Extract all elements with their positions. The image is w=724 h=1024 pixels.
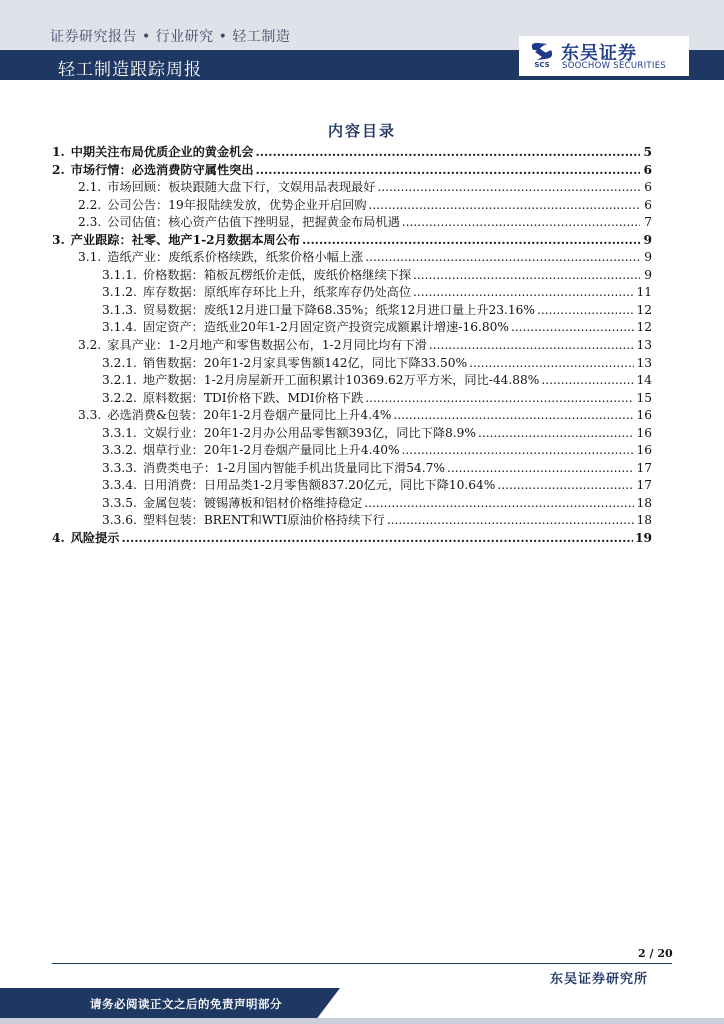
toc-entry-number: 3.3.: [78, 408, 102, 423]
toc-entry-page: 14: [636, 373, 652, 388]
toc-entry-number: 3.3.5.: [102, 495, 137, 510]
toc-entry-page: 18: [636, 513, 652, 528]
toc-entry-title: 固定资产：造纸业20年1-2月固定资产投资完成额累计增速-16.80%: [142, 320, 509, 335]
toc-entry[interactable]: [52, 144, 652, 162]
toc-entry-page: 6: [643, 162, 652, 177]
company-logo: [519, 36, 689, 76]
toc-dot-leader: [511, 319, 635, 337]
toc-entry-number: 3.3.1.: [102, 425, 137, 440]
toc-entry[interactable]: [52, 442, 652, 460]
toc-entry-title: 风险提示: [70, 531, 120, 546]
toc-entry-page: 9: [644, 250, 652, 265]
toc-dot-leader: [256, 162, 640, 180]
toc-entry-number: 2.2.: [78, 197, 102, 212]
toc-entry-number: 1.: [52, 145, 65, 159]
toc-entry-title: 必选消费&包装：20年1-2月卷烟产量同比上升4.4%: [107, 408, 392, 423]
toc-dot-leader: [393, 407, 634, 425]
toc-entry[interactable]: [52, 284, 652, 302]
toc-dot-leader: [478, 425, 634, 443]
toc-entry-page: 6: [644, 180, 652, 195]
toc-entry-title: 中期关注布局优质企业的黄金机会: [70, 145, 254, 159]
toc-dot-leader: [302, 232, 640, 250]
logo-mark-text: SCS: [534, 61, 550, 69]
toc-entry[interactable]: [52, 249, 652, 267]
disclaimer-text: 请务必阅读正文之后的免责声明部分: [90, 997, 282, 1011]
footer-divider: [52, 963, 672, 964]
toc-entry-title: 销售数据：20年1-2月家具零售额142亿，同比下降33.50%: [142, 355, 468, 370]
toc-entry[interactable]: [52, 477, 652, 495]
toc-entry-page: 16: [636, 408, 652, 423]
toc-dot-leader: [413, 284, 634, 302]
toc-entry-number: 3.1.4.: [102, 320, 137, 335]
toc-dot-leader: [402, 442, 635, 460]
toc-entry-title: 公司估值：核心资产估值下挫明显，把握黄金布局机遇: [107, 215, 400, 230]
institute-name: 东吴证券研究所: [550, 972, 649, 987]
toc-entry-number: 3.2.1.: [102, 373, 137, 388]
toc-entry[interactable]: [52, 390, 652, 408]
toc-entry-title: 产业跟踪：社零、地产1-2月数据本周公布: [70, 232, 300, 247]
toc-entry-page: 16: [636, 425, 652, 440]
toc-entry-page: 11: [636, 285, 652, 300]
toc-entry-title: 公司公告：19年报陆续发放，优势企业开启回购: [107, 197, 367, 212]
toc-entry-number: 4.: [52, 531, 65, 546]
breadcrumb: 证券研究报告 • 行业研究 • 轻工制造: [50, 29, 291, 45]
toc-entry[interactable]: [52, 337, 652, 355]
toc-dot-leader: [541, 372, 634, 390]
toc-entry-number: 3.3.4.: [102, 478, 137, 493]
toc-heading: 内容目录: [327, 122, 396, 140]
toc-entry[interactable]: [52, 214, 652, 232]
toc-entry-title: 烟草行业：20年1-2月卷烟产量同比上升4.40%: [142, 443, 400, 458]
toc-entry-number: 3.2.2.: [102, 390, 137, 405]
toc-entry-title: 家具产业：1-2月地产和零售数据公布，1-2月同比均有下滑: [107, 338, 427, 353]
toc-dot-leader: [369, 197, 640, 215]
toc-entry-title: 原料数据：TDI价格下跌、MDI价格下跌: [142, 390, 364, 405]
toc-entry-title: 造纸产业：废纸系价格续跌，纸浆价格小幅上涨: [107, 250, 364, 265]
toc-entry-page: 7: [644, 215, 652, 230]
footer-band-light: [0, 1018, 724, 1024]
toc-entry-title: 市场行情：必选消费防守属性突出: [70, 162, 254, 177]
toc-entry[interactable]: [52, 530, 652, 548]
toc-entry-page: 19: [635, 531, 652, 546]
toc-dot-leader: [121, 530, 633, 548]
toc-entry-number: 3.1.: [78, 250, 102, 265]
toc-dot-leader: [256, 144, 640, 162]
toc-entry-page: 9: [644, 267, 652, 282]
logo-name-cn: 东吴证券: [561, 43, 637, 64]
toc-entry-number: 3.1.3.: [102, 302, 137, 317]
toc-entry[interactable]: [52, 267, 652, 285]
toc-entry[interactable]: [52, 197, 652, 215]
toc-entry[interactable]: [52, 495, 652, 513]
toc-dot-leader: [365, 249, 640, 267]
toc-dot-leader: [497, 477, 634, 495]
toc-dot-leader: [447, 460, 635, 478]
toc-entry[interactable]: [52, 460, 652, 478]
toc-entry[interactable]: [52, 512, 652, 530]
toc-dot-leader: [364, 495, 634, 513]
toc-entry-title: 文娱行业：20年1-2月办公用品零售额393亿，同比下降8.9%: [142, 425, 476, 440]
toc-entry-title: 日用消费：日用品类1-2月零售额837.20亿元，同比下降10.64%: [142, 478, 496, 493]
toc-entry-page: 12: [636, 302, 652, 317]
toc-entry-page: 16: [636, 443, 652, 458]
logo-name-en: SOOCHOW SECURITIES: [562, 61, 667, 71]
toc-entry-page: 12: [636, 320, 652, 335]
toc-entry-title: 贸易数据：废纸12月进口量下降68.35%；纸浆12月进口量上升23.16%: [142, 302, 535, 317]
toc-entry-title: 市场回顾：板块跟随大盘下行，文娱用品表现最好: [107, 180, 376, 195]
toc-dot-leader: [413, 267, 640, 285]
toc-entry-title: 地产数据：1-2月房屋新开工面积累计10369.62万平方米，同比-44.88%: [142, 373, 540, 388]
toc-entry[interactable]: [52, 372, 652, 390]
toc-entry[interactable]: [52, 302, 652, 320]
toc-entry-page: 17: [636, 460, 652, 475]
toc-entry-title: 价格数据：箱板瓦楞纸价走低，废纸价格继续下探: [142, 267, 412, 282]
toc-entry-title: 库存数据：原纸库存环比上升，纸浆库存仍处高位: [142, 285, 412, 300]
toc-dot-leader: [469, 355, 634, 373]
toc-dot-leader: [537, 302, 635, 320]
toc-entry[interactable]: [52, 162, 652, 180]
toc-dot-leader: [387, 512, 635, 530]
toc-entry-page: 6: [644, 197, 652, 212]
toc-entry-number: 3.3.2.: [102, 443, 137, 458]
toc-entry[interactable]: [52, 425, 652, 443]
page-number: 2 / 20: [638, 947, 673, 960]
toc-dot-leader: [402, 214, 640, 232]
toc-entry-page: 15: [636, 390, 652, 405]
toc-entry[interactable]: [52, 407, 652, 425]
toc-entry[interactable]: [52, 319, 652, 337]
toc-entry-title: 塑料包装：BRENT和WTI原油价格持续下行: [142, 513, 385, 528]
toc-entry-page: 5: [643, 145, 652, 159]
report-title: 轻工制造跟踪周报: [58, 60, 202, 80]
toc-entry-number: 3.2.1.: [102, 355, 137, 370]
toc-dot-leader: [429, 337, 635, 355]
toc-entry-number: 2.: [52, 162, 65, 177]
toc-entry-number: 2.3.: [78, 215, 102, 230]
toc-entry-number: 3.1.1.: [102, 267, 137, 282]
toc-entry-page: 18: [636, 495, 652, 510]
toc-dot-leader: [377, 179, 640, 197]
toc-entry[interactable]: [52, 355, 652, 373]
toc-entry-page: 17: [636, 478, 652, 493]
toc-entry-title: 消费类电子：1-2月国内智能手机出货量同比下滑54.7%: [142, 460, 445, 475]
toc-entry-number: 3.: [52, 232, 65, 247]
table-of-contents: [52, 144, 652, 548]
toc-entry[interactable]: [52, 232, 652, 250]
toc-entry-number: 3.3.3.: [102, 460, 137, 475]
toc-entry-number: 3.1.2.: [102, 285, 137, 300]
toc-entry-page: 9: [643, 232, 652, 247]
toc-entry[interactable]: [52, 179, 652, 197]
toc-entry-number: 2.1.: [78, 180, 102, 195]
toc-dot-leader: [365, 390, 634, 408]
toc-entry-page: 13: [636, 338, 652, 353]
toc-entry-number: 3.3.6.: [102, 513, 137, 528]
toc-entry-page: 13: [636, 355, 652, 370]
toc-entry-number: 3.2.: [78, 338, 102, 353]
toc-entry-title: 金属包装：镀锡薄板和铝材价格维持稳定: [142, 495, 363, 510]
